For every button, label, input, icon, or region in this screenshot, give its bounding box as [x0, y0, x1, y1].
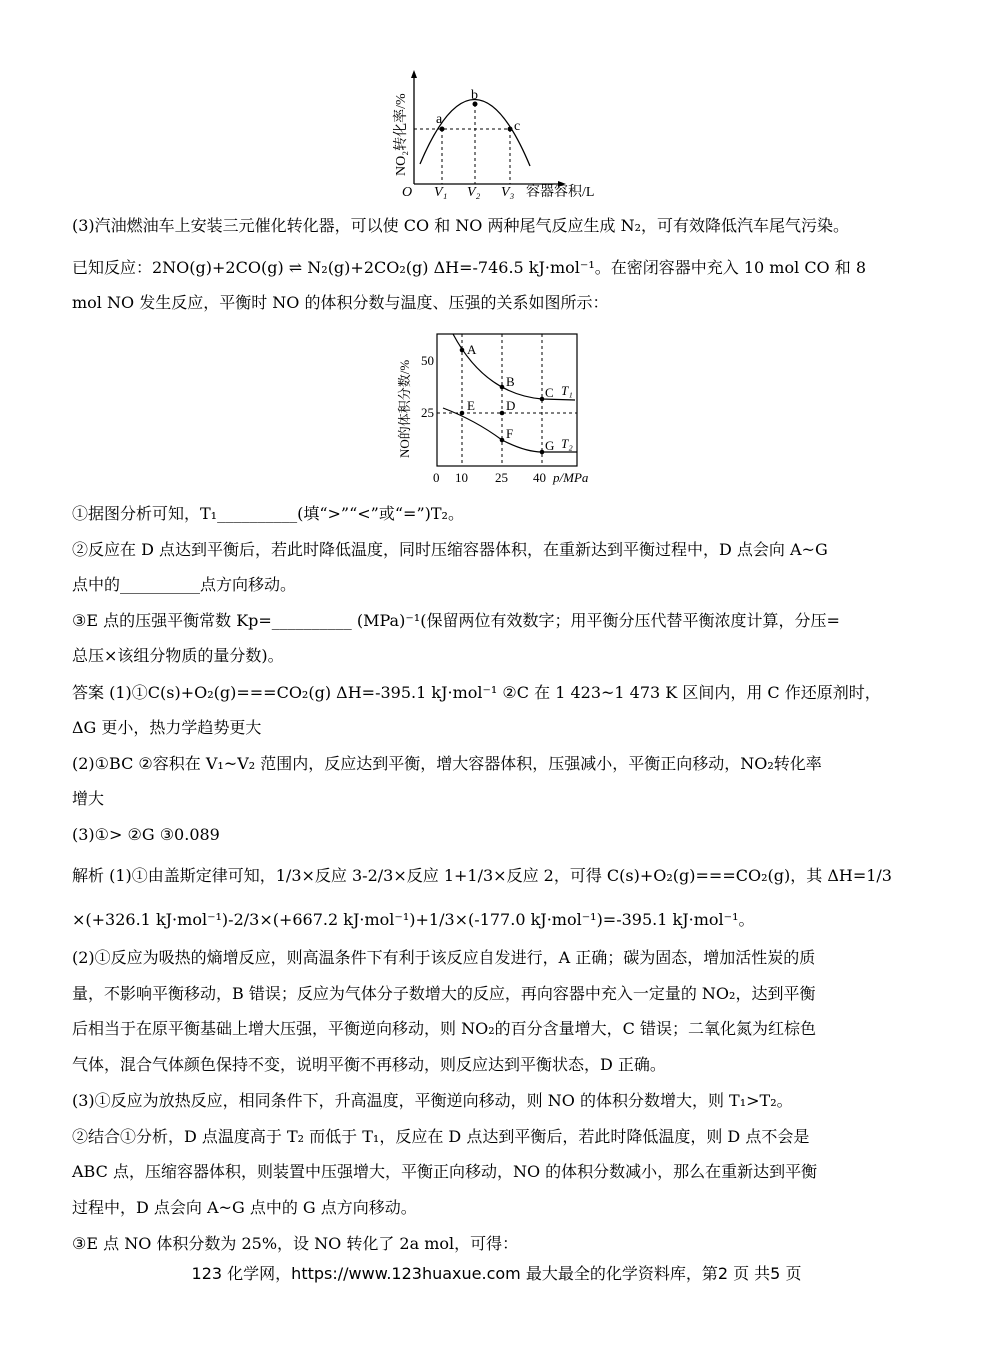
point-E: [460, 411, 465, 416]
label-A: A: [467, 342, 477, 357]
point-c: [508, 127, 513, 132]
x-tick-40: 40: [533, 470, 546, 485]
text-line: ①据图分析可知，T₁__________(填“>”“<”或“=”)T₂。: [72, 504, 464, 523]
label-G: G: [545, 438, 555, 453]
analysis-line: 后相当于在原平衡基础上增大压强，平衡逆向移动，则 NO₂的百分含量增大，C 错误；二氧化氮为红棕色: [72, 1019, 816, 1038]
label-E: E: [467, 398, 475, 413]
label-b: b: [471, 88, 478, 103]
curve-label-t2: T₂: [561, 436, 573, 451]
text-line: ③E 点的压强平衡常数 Kp=__________ (MPa)⁻¹(保留两位有效数字；用平衡分压代替平衡浓度计算，分压=: [72, 611, 840, 630]
point-B: [500, 385, 505, 390]
analysis-line: ABC 点，压缩容器体积，则装置中压强增大，平衡正向移动，NO 的体积分数减小，那么在重新达到平衡: [72, 1162, 818, 1181]
point-A: [460, 348, 465, 353]
point-C: [540, 397, 545, 402]
label-C: C: [545, 385, 554, 400]
analysis-line: ③E 点 NO 体积分数为 25%，设 NO 转化了 2a mol，可得：: [72, 1234, 519, 1253]
text-line: 总压×该组分物质的量分数)。: [72, 646, 284, 665]
x-tick-25: 25: [495, 470, 508, 485]
text-line: mol NO 发生反应，平衡时 NO 的体积分数与温度、压强的关系如图所示：: [72, 293, 609, 312]
origin-label: O: [402, 185, 413, 200]
analysis-line: 过程中，D 点会向 A~G 点中的 G 点方向移动。: [72, 1198, 417, 1217]
x-axis-label: 容器容积/L: [526, 185, 595, 200]
y-axis-label: NO的体积分数/%: [397, 359, 412, 458]
x-tick-v3: V₃: [501, 185, 515, 200]
x-tick-v2: V₂: [467, 185, 481, 200]
label-B: B: [506, 374, 515, 389]
point-F: [500, 438, 505, 443]
point-G: [540, 450, 545, 455]
x-tick-0: 0: [433, 470, 440, 485]
label-a: a: [436, 112, 443, 127]
figure-no2-conversion: [380, 64, 630, 202]
text-line: 点中的__________点方向移动。: [72, 575, 297, 594]
y-tick-50: 50: [421, 353, 434, 368]
analysis-line: 气体，混合气体颜色保持不变，说明平衡不再移动，则反应达到平衡状态，D 正确。: [72, 1055, 666, 1074]
x-tick-10: 10: [455, 470, 468, 485]
x-axis-label: p/MPa: [553, 470, 589, 485]
point-D: [500, 411, 505, 416]
y-tick-25: 25: [421, 405, 434, 420]
analysis-line: (2)①反应为吸热的熵增反应，则高温条件下有利于该反应自发进行，A 正确；碳为固态，增加活性炭的质: [72, 948, 816, 967]
y-axis-label: NO₂转化率/%: [394, 93, 409, 176]
answer-line: (3)①> ②G ③0.089: [72, 825, 220, 844]
analysis-line: (3)①反应为放热反应，相同条件下，升高温度，平衡逆向移动，则 NO 的体积分数增大，则 T₁>T₂。: [72, 1091, 793, 1110]
analysis-line: ②结合①分析，D 点温度高于 T₂ 而低于 T₁，反应在 D 点达到平衡后，若此时降低温度，则 D 点不会是: [72, 1127, 810, 1146]
x-tick-v1: V₁: [434, 185, 448, 200]
curve-label-t1: T₁: [561, 383, 573, 398]
y-axis-arrow: [411, 70, 417, 78]
analysis-line: ×(+326.1 kJ·mol⁻¹)-2/3×(+667.2 kJ·mol⁻¹)+1/3×(-177.0 kJ·mol⁻¹)=-395.1 kJ·mol⁻¹。: [72, 910, 755, 929]
answer-line: (2)①BC ②容积在 V₁~V₂ 范围内，反应达到平衡，增大容器体积，压强减小，平衡正向移动，NO₂转化率: [72, 754, 822, 773]
text-line: ②反应在 D 点达到平衡后，若此时降低温度，同时压缩容器体积，在重新达到平衡过程中，D 点会向 A~G: [72, 540, 828, 559]
figure-no-fraction: [385, 324, 615, 490]
text-line: 已知反应：2NO(g)+2CO(g) ⇌ N₂(g)+2CO₂(g) ΔH=-746.5 kJ·mol⁻¹。在密闭容器中充入 10 mol CO 和 8: [72, 258, 867, 277]
answer-line: 增大: [72, 789, 105, 808]
label-D: D: [506, 398, 516, 413]
answer-line: 答案 (1)①C(s)+O₂(g)===CO₂(g) ΔH=-395.1 kJ·mol⁻¹ ②C 在 1 423~1 473 K 区间内，用 C 作还原剂时，: [72, 683, 881, 702]
point-a: [440, 127, 445, 132]
label-F: F: [506, 426, 514, 441]
answer-line: ΔG 更小，热力学趋势更大: [72, 718, 262, 737]
text-line: (3)汽油燃油车上安装三元催化转化器，可以使 CO 和 NO 两种尾气反应生成 N₂，可有效降低汽车尾气污染。: [72, 216, 849, 235]
analysis-line: 量，不影响平衡移动，B 错误；反应为气体分子数增大的反应，再向容器中充入一定量的 NO₂，达到平衡: [72, 984, 816, 1003]
page-footer: 123 化学网，https://www.123huaxue.com 最大最全的化学资料库，第2 页 共5 页: [191, 1264, 802, 1283]
label-c: c: [514, 119, 521, 134]
analysis-line: 解析 (1)①由盖斯定律可知，1/3×反应 3-2/3×反应 1+1/3×反应 2，可得 C(s)+O₂(g)===CO₂(g)，其 ΔH=1/3: [72, 866, 892, 885]
